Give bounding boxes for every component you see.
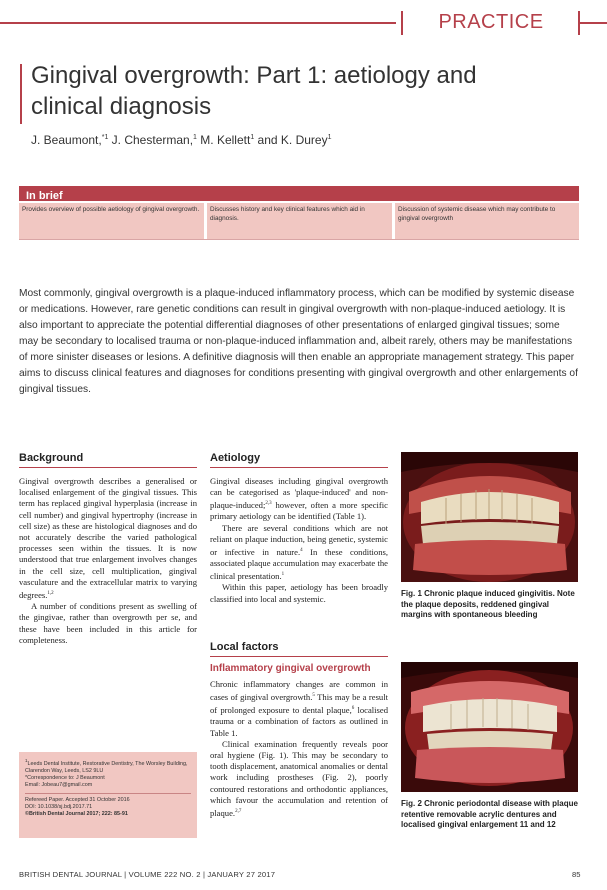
author-list: J. Beaumont,$^{*1}$ J. Chesterman,$^1$ M. Kellett$^1$ and K. Durey$^1$: [31, 133, 332, 147]
in-brief-point: Discusses history and key clinical features which aid in diagnosis.: [207, 203, 392, 239]
figure-1-photo: [401, 452, 578, 582]
author: J. Chesterman,: [108, 133, 194, 147]
aetiology-text: Gingival diseases including gingival overgrowth can be categorised as 'plaque-induced' and non-plaque-induced;$^{2,3}$ however, often a more specific primary aetiology can be identified (Table 1). There are several conditions which are not reliant on plaque induction, being genetic, systemic or infective in nature.$^4$ In these conditions, associated plaque accumulation may exacerbate the clinical presentation.$^1$ Within this paper, aetiology has been broadly classified into local and systemic.: [210, 476, 388, 604]
article-title: Gingival overgrowth: Part 1: aetiology and clinical diagnosis: [31, 62, 477, 120]
header-rule: [580, 22, 607, 24]
author: and K. Durey: [254, 133, 328, 147]
subheading: Inflammatory gingival overgrowth: [210, 663, 371, 674]
figure-2-photo: [401, 662, 578, 792]
heading-rule: [210, 467, 388, 468]
divider: [25, 793, 191, 794]
in-brief-point: Discussion of systemic disease which may contribute to gingival overgrowth: [395, 203, 579, 239]
title-accent-bar: [20, 64, 22, 124]
abstract: Most commonly, gingival overgrowth is a plaque-induced inflammatory process, which can be modified by systemic disease or medications. However, rare genetic conditions can result in gingival overgrowth with non-plaque-induced aetiology. It is also important to appreciate the potential differential diagnoses of other presentations of enlarged gingival tissues; some may be secondary to localised trauma or non-plaque-induced inflammation and, albeit rarely, others may be manifestations of more sinister diseases or lesions. A definitive diagnosis will then enable an appropriate management strategy. This paper aims to discuss clinical features and diagnoses for conditions presenting with gingival overgrowth and other enlargements of gingival tissues.: [19, 288, 578, 395]
author: M. Kellett: [196, 133, 251, 147]
figure-2-caption: Fig. 2 Chronic periodontal disease with plaque retentive removable acrylic dentures and localised gingival enlargement 11 and 12: [401, 799, 578, 829]
affiliation-box: $^1$Leeds Dental Institute, Restorative Dentistry, The Worsley Building, Clarendon Way, Leeds, LS2 9LU *Correspondence to: J Beaumont Email: Jobeau7@gmail.com Refereed Paper. Accepted 31 October 2016 DOI: 10.1038/sj.bdj.2017.71 ©British Dental Journal 2017; 222: 85-91: [19, 752, 197, 838]
header-rule: [0, 22, 396, 24]
section-heading-background: Background: [19, 452, 84, 464]
heading-rule: [210, 656, 388, 657]
local-factors-text: Chronic inflammatory changes are common in cases of gingival overgrowth.$^5$ This may be a result of prolonged exposure to dental plaque,$^6$ localised trauma or a combination of factors as outlined in Table 1. Clinical examination frequently reveals poor oral hygiene (Fig. 1). This may be secondary to tooth displacement, anatomical anomalies or dental work including prostheses (Fig. 2), poorly contoured restorations and orthodontic appliances, which favour the accumulation and retention of plaque.$^{2,7}$: [210, 679, 388, 818]
section-heading-aetiology: Aetiology: [210, 452, 261, 464]
author: J. Beaumont,: [31, 133, 102, 147]
divider: [19, 239, 579, 240]
in-brief-heading: In brief: [19, 186, 579, 201]
page-number: 85: [572, 870, 581, 879]
heading-rule: [19, 467, 197, 468]
section-heading-local-factors: Local factors: [210, 641, 279, 653]
background-text: Gingival overgrowth describes a generalised or localised enlargement of the gingival tissues. This term has replaced gingival hyperplasia (increase in cell number) and gingival hypertrophy (increase in cell size) as these are histological diagnoses and do not accurately describe the varied pathological processes seen within the tissues. It is now understood that true enlargement involves changes in the cell size, cell multiplication, gingival vasculature and the extracellular matrix to varying degrees.$^{1,2}$ A number of conditions present as swelling of the gingivae, rather than overgrowth per se, and these have been included in this article for completeness.: [19, 476, 197, 645]
figure-1-caption: Fig. 1 Chronic plaque induced gingivitis. Note the plaque deposits, reddened gingival margins with spontaneous bleeding: [401, 589, 575, 619]
journal-footer: BRITISH DENTAL JOURNAL | VOLUME 222 NO. 2 | JANUARY 27 2017: [19, 870, 276, 879]
in-brief-point: Provides overview of possible aetiology of gingival overgrowth.: [19, 203, 204, 239]
header-divider: [401, 11, 403, 35]
section-label: PRACTICE: [438, 11, 544, 33]
